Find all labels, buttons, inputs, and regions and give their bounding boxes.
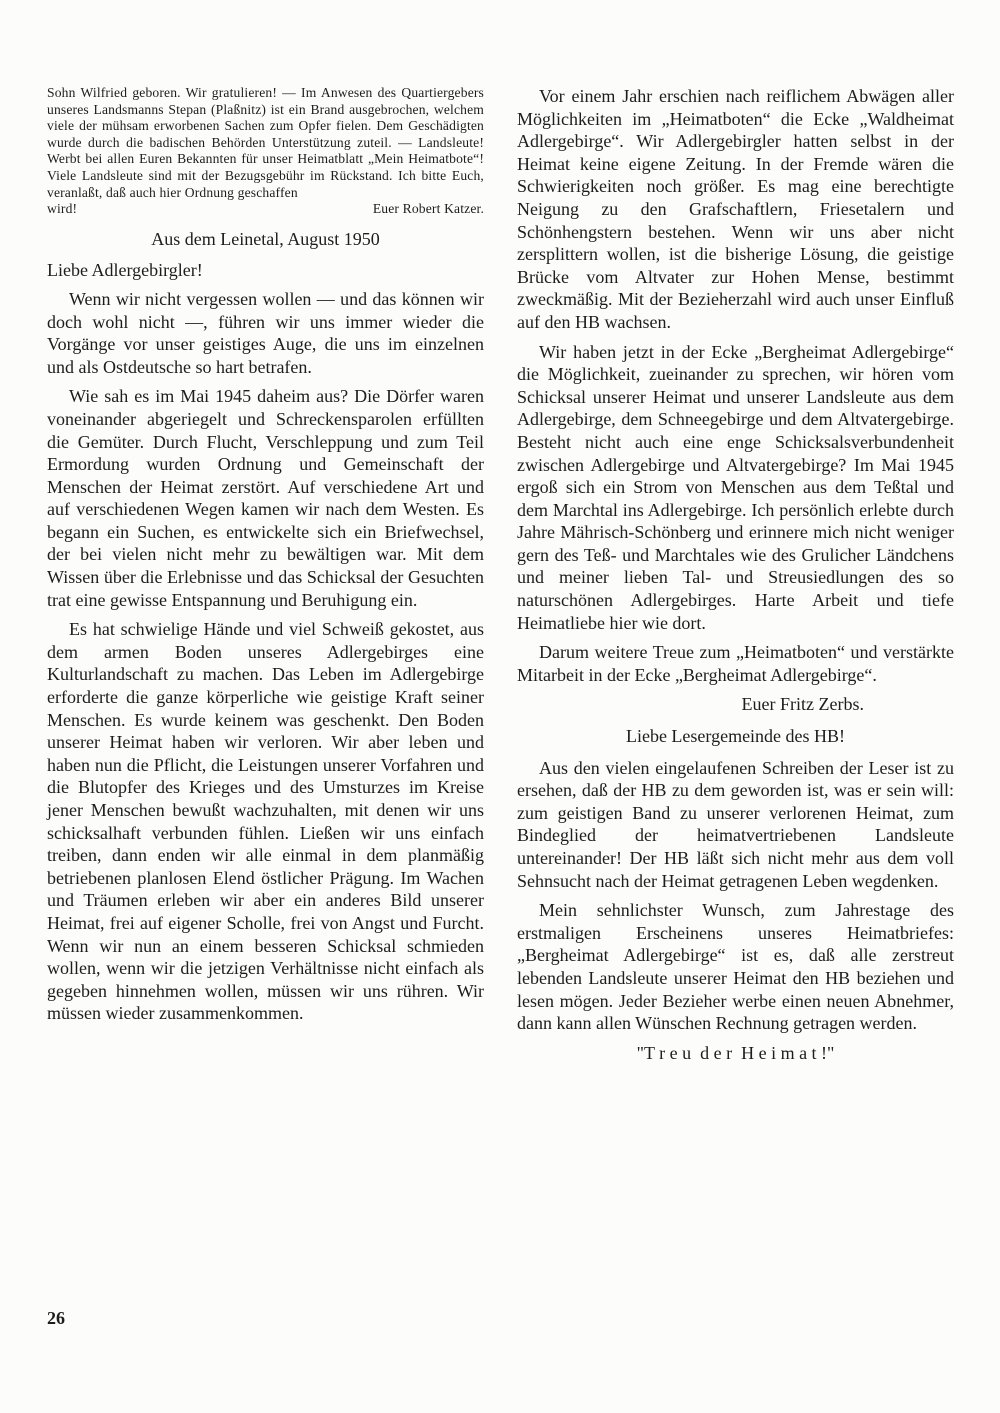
paragraph: Wir haben jetzt in der Ecke „Bergheimat Adlergebirge“ die Möglichkeit, zueinander zu sprechen, wir hören vom Schicksal unserer Heimat und unserer Landsleute aus dem Adlergebirge, dem Schneegebirge und dem Altvatergebirge. Besteht nicht auch eine enge Schicksalsverbundenheit zwischen Adlergebirge und Altvatergebirge? Im Mai 1945 ergoß sich ein Strom von Menschen aus dem Teßtal und dem Marchtal ins Adlergebirge. Ich persönlich erlebte durch Jahre Mährisch-Schönberg und erinnere mich nicht weniger gern des Teß- und Marchtales wie des Grulicher Ländchens und meiner lieben Tal- und Streusiedlungen des so naturschönen Adlergebirges. Harte Arbeit und tiefe Heimatliebe hier wie dort. <box>517 341 954 633</box>
section-heading-leinetal: Aus dem Leinetal, August 1950 <box>151 228 380 249</box>
carryover-end-word: wird! <box>47 201 78 217</box>
closing-motto: "T r e u d e r H e i m a t !" <box>636 1042 835 1063</box>
carryover-text: Sohn Wilfried geboren. Wir gratulieren! — Im Anwesen des Quartiergebers unseres Landsmanns Stepan (Plaßnitz) ist ein Brand ausgebrochen, welchem viele der mühsam erworbenen Sachen zum Opfer fielen. Dem Geschädigten wurde durch die badischen Behörden Unterstützung zuteil. — Landsleute! Werbt bei allen Euren Bekannten für unser Heimatblatt „Mein Heimatbote“! Viele Landsleute sind mit der Bezugsgebühr im Rückstand. Ich bitte Euch, veranlaßt, daß auch hier Ordnung geschaffen <box>47 85 484 200</box>
signature-robert-katzer: Euer Robert Katzer. <box>372 201 484 217</box>
paragraph: Wie sah es im Mai 1945 daheim aus? Die Dörfer waren voneinander abgeriegelt und Schreckensparolen erfüllten die Gemüter. Durch Flucht, Verschleppung und zum Teil Ermordung wurden Ordnung und Gemeinschaft der Menschen der Heimat zerstört. Auf verschiedene Art und auf verschiedenen Wegen kamen wir nach dem Westen. Es begann ein Suchen, es entwickelte sich ein Briefwechsel, der bei vielen nicht mehr zu bewältigen war. Mit dem Wissen über die Erlebnisse und das Schicksal der Gesuchten trat eine gewisse Entspannung und Beruhigung ein. <box>47 386 484 610</box>
paragraph: Darum weitere Treue zum „Heimatboten“ und verstärkte Mitarbeit in der Ecke „Bergheimat Adlergebirge“. <box>517 642 954 685</box>
carryover-notice <box>47 85 484 218</box>
paragraph: Mein sehnlichster Wunsch, zum Jahrestage des erstmaligen Erscheinens unseres Heimatbriefes: „Bergheimat Adlergebirge“ ist es, daß alle zerstreut lebenden Landsleute unserer Heimat den HB beziehen und lesen mögen. Jeder Bezieher werbe einen neuen Abnehmer, dann kann allen Wünschen Rechnung getragen werden. <box>517 900 954 1034</box>
signature-fritz-zerbs: Euer Fritz Zerbs. <box>741 694 864 715</box>
paragraph: Wenn wir nicht vergessen wollen — und das können wir doch wohl nicht —, führen wir uns immer wieder die Vorgänge vor unser geistiges Auge, die uns im einzelnen und als Ostdeutsche so hart betrafen. <box>47 288 484 377</box>
section-heading-lesergemeinde: Liebe Lesergemeinde des HB! <box>625 726 846 747</box>
paragraph: Es hat schwielige Hände und viel Schweiß gekostet, aus dem armen Boden unseres Adlergebirges eine Kulturlandschaft zu machen. Das Leben im Adlergebirge erforderte die ganze körperliche wie geistige Kraft seiner Menschen. Es wurde keinem was geschenkt. Den Boden unserer Heimat haben wir verloren. Wir aber leben und haben nun die Pflicht, die Leistungen unserer Vorfahren und die Blutopfer des Krieges und des Umsturzes im Kreise jener Menschen bewußt wachzuhalten, mit denen wir uns schicksalhaft verbunden fühlen. Ließen wir uns einfach treiben, dann enden wir alle einmal in dem planmäßig betriebenen planlosen Elend östlicher Prägung. Im Wachen und Träumen erleben wir aber ein anderes Bild unserer Heimat, frei auf eigener Scholle, frei von Angst und Furcht. Wenn wir nun an einem besseren Schicksal schmieden wollen, wenn wir die jetzigen Verhältnisse nicht einfach als gegeben hinnehmen wollen, müssen wir uns rühren. Wir müssen wieder zusammenkommen. <box>47 619 484 1024</box>
paragraph: Vor einem Jahr erschien nach reiflichem Abwägen aller Möglichkeiten im „Heimatboten“ die Ecke „Waldheimat Adlergebirge“. Wir Adlergebirgler hatten selbst in der Heimat keine eigene Zeitung. In der Fremde wären die Schwierigkeiten noch größer. Es mag eine berechtigte Neigung zu den Grafschaftlern, Friesetalern und Schönhengstern bestehen. Wenn wir uns aber nicht zersplittern wollen, ist die bisherige Lösung, die geistige Brücke vom Altvater zur Hohen Mense, bestimmt zweckmäßig. Mit der Bezieherzahl wird auch unser Einfluß auf den HB wachsen. <box>517 86 954 332</box>
page-number: 26 <box>47 1308 65 1328</box>
right-column <box>517 85 954 1064</box>
left-column <box>47 85 484 1064</box>
carryover-last-line <box>47 201 484 218</box>
salutation-adlergebirgler: Liebe Adlergebirgler! <box>47 260 203 281</box>
two-column-layout <box>47 85 955 1064</box>
paragraph: Aus den vielen eingelaufenen Schreiben der Leser ist zu ersehen, daß der HB zu dem geworden ist, was er sein will: zum geistigen Band zu unserer verlorenen Heimat, zum Bindeglied der heimatvertriebenen Landsleute untereinander! Der HB läßt sich nicht mehr aus dem voll Sehnsucht nach der Heimat getragenen Leben wegdenken. <box>517 757 954 891</box>
